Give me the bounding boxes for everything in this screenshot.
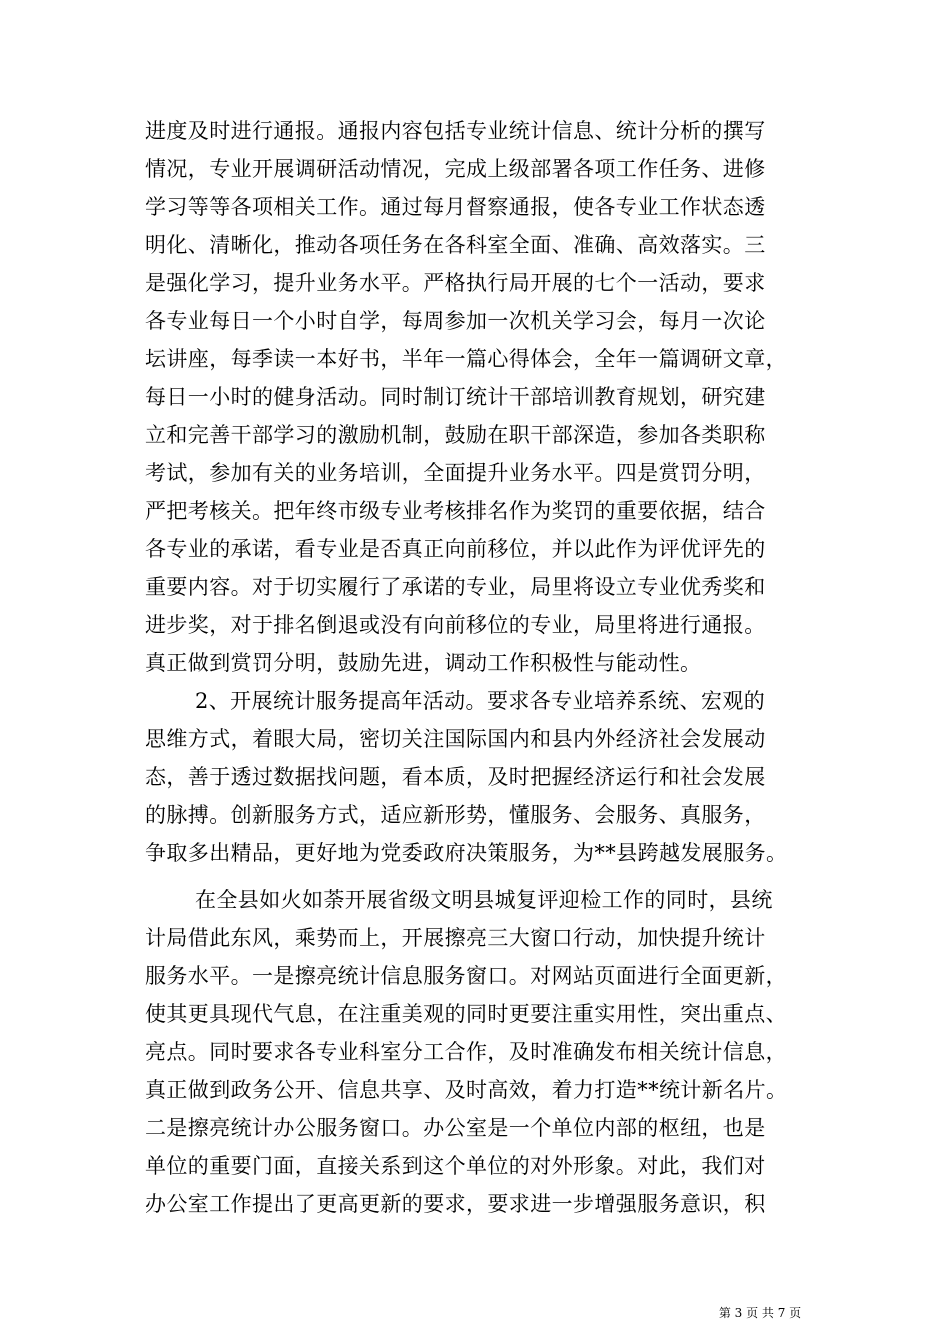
text-line: 进度及时进行通报。通报内容包括专业统计信息、统计分析的撰写 — [145, 119, 766, 143]
text-line: 考试，参加有关的业务培训，全面提升业务水平。四是赏罚分明， — [145, 461, 766, 485]
text-line: 服务水平。一是擦亮统计信息服务窗口。对网站页面进行全面更新， — [145, 964, 787, 988]
paragraph-2-first-line: 2、开展统计服务提高年活动。要求各专业培养系统、宏观的 — [195, 689, 766, 713]
text-line: 计局借此东风，乘势而上，开展擦亮三大窗口行动，加快提升统计 — [145, 926, 766, 950]
text-line: 的脉搏。创新服务方式，适应新形势，懂服务、会服务、真服务， — [145, 803, 766, 827]
text-line: 各专业每日一个小时自学，每周参加一次机关学习会，每月一次论 — [145, 309, 766, 333]
text-line: 重要内容。对于切实履行了承诺的专业，局里将设立专业优秀奖和 — [145, 575, 766, 599]
text-line: 每日一小时的健身活动。同时制订统计干部培训教育规划，研究建 — [145, 385, 766, 409]
text-line: 立和完善干部学习的激励机制，鼓励在职干部深造，参加各类职称 — [145, 423, 766, 447]
text-line: 真正做到赏罚分明，鼓励先进，调动工作积极性与能动性。 — [145, 651, 702, 675]
text-line: 态，善于透过数据找问题，看本质，及时把握经济运行和社会发展 — [145, 765, 766, 789]
text-line: 学习等等各项相关工作。通过每月督察通报，使各专业工作状态透 — [145, 195, 766, 219]
text-line: 真正做到政务公开、信息共享、及时高效，着力打造**统计新名片。 — [145, 1078, 788, 1102]
page-number-footer: 第 3 页 共 7 页 — [718, 1306, 802, 1320]
text-line: 亮点。同时要求各专业科室分工合作，及时准确发布相关统计信息， — [145, 1040, 787, 1064]
text-line: 办公室工作提出了更高更新的要求，要求进一步增强服务意识，积 — [145, 1192, 766, 1216]
text-line: 争取多出精品，更好地为党委政府决策服务，为**县跨越发展服务。 — [145, 841, 788, 865]
text-line: 坛讲座，每季读一本好书，半年一篇心得体会，全年一篇调研文章， — [145, 347, 787, 371]
text-line: 单位的重要门面，直接关系到这个单位的对外形象。对此，我们对 — [145, 1154, 766, 1178]
text-line: 严把考核关。把年终市级专业考核排名作为奖罚的重要依据，结合 — [145, 499, 766, 523]
text-line: 进步奖，对于排名倒退或没有向前移位的专业，局里将进行通报。 — [145, 613, 766, 637]
text-line: 是强化学习，提升业务水平。严格执行局开展的七个一活动，要求 — [145, 271, 766, 295]
body-text — [145, 112, 811, 1223]
text-line: 思维方式，着眼大局，密切关注国际国内和县内外经济社会发展动 — [145, 727, 766, 751]
text-line: 二是擦亮统计办公服务窗口。办公室是一个单位内部的枢纽，也是 — [145, 1116, 766, 1140]
paragraph-3-first-line: 在全县如火如荼开展省级文明县城复评迎检工作的同时，县统 — [195, 888, 773, 912]
text-line: 情况，专业开展调研活动情况，完成上级部署各项工作任务、进修 — [145, 157, 766, 181]
text-line: 使其更具现代气息，在注重美观的同时更要注重实用性，突出重点、 — [145, 1002, 787, 1026]
text-line: 明化、清晰化，推动各项任务在各科室全面、准确、高效落实。三 — [145, 233, 766, 257]
text-line: 各专业的承诺，看专业是否真正向前移位，并以此作为评优评先的 — [145, 537, 766, 561]
